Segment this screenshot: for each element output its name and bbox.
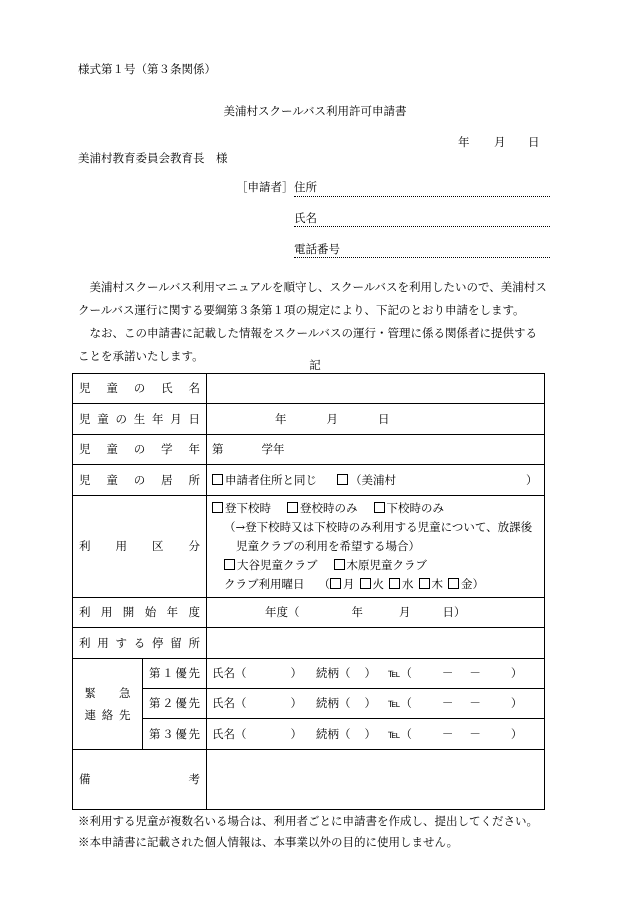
em-paren: ） bbox=[510, 696, 523, 711]
table-row bbox=[73, 719, 545, 750]
em-tel-label: ℡（ bbox=[388, 696, 412, 711]
application-table bbox=[72, 373, 545, 810]
residence-other-text: （美浦村 bbox=[350, 472, 396, 487]
day-fri-text: 金 bbox=[461, 577, 473, 591]
birth-year: 年 bbox=[275, 411, 287, 426]
day-wed-text: 水 bbox=[402, 577, 414, 591]
ki-heading: 記 bbox=[309, 358, 321, 372]
usage-morning-checkbox[interactable] bbox=[287, 502, 298, 513]
em-dash: － bbox=[441, 696, 454, 711]
club-kihara-checkbox[interactable] bbox=[334, 559, 345, 570]
em-paren: ） bbox=[364, 726, 376, 741]
emergency-label-2: 連絡先 bbox=[84, 708, 131, 722]
child-birth-label: 児童の生年月日 bbox=[73, 404, 207, 435]
em-paren: ） bbox=[364, 696, 376, 711]
usage-both-text: 登下校時 bbox=[225, 501, 271, 515]
table-row bbox=[73, 750, 545, 810]
table-row bbox=[73, 496, 545, 598]
start-year-m: 月 bbox=[399, 605, 411, 620]
em-dash: － bbox=[469, 726, 481, 741]
em-paren: ） bbox=[290, 666, 302, 681]
day-fri-checkbox[interactable] bbox=[448, 578, 459, 589]
table-row bbox=[73, 435, 545, 465]
em-paren: ） bbox=[290, 726, 302, 741]
table-row bbox=[73, 374, 545, 404]
grade-prefix: 第 bbox=[212, 442, 224, 457]
date-month: 月 bbox=[494, 135, 506, 149]
child-name-field[interactable] bbox=[207, 374, 545, 404]
club-days-close: ） bbox=[472, 577, 484, 591]
em-dash: － bbox=[441, 726, 454, 741]
usage-note-2: 児童クラブの利用を希望する場合） bbox=[236, 539, 420, 553]
start-year-label: 利用開始年度 bbox=[73, 598, 207, 628]
body-paragraph-1: 美浦村スクールバス利用マニュアルを順守し、スクールバスを利用したいので、美浦村スクールバス運行に関する要綱第３条第１項の規定により、下記のとおり申請をします。 bbox=[78, 280, 547, 317]
residence-close: ） bbox=[526, 472, 538, 487]
table-row bbox=[73, 598, 545, 628]
club-days-open: （ bbox=[318, 577, 330, 591]
residence-other-checkbox[interactable] bbox=[337, 474, 348, 485]
table-row bbox=[73, 628, 545, 659]
em-dash: － bbox=[469, 666, 481, 681]
em-tel-label: ℡（ bbox=[388, 726, 412, 741]
em-paren: ） bbox=[364, 666, 376, 681]
em-dash: － bbox=[441, 666, 454, 681]
child-residence-label: 児童の居所 bbox=[73, 465, 207, 496]
day-wed-checkbox[interactable] bbox=[389, 578, 400, 589]
residence-same-checkbox[interactable] bbox=[212, 474, 223, 485]
page-title: 美浦村スクールバス利用許可申請書 bbox=[223, 104, 407, 118]
usage-both-checkbox[interactable] bbox=[212, 502, 223, 513]
start-year-text: 年度（ bbox=[265, 605, 300, 620]
club-days-label: クラブ利用曜日 bbox=[224, 577, 305, 591]
priority-2-label: 第２優先 bbox=[143, 689, 207, 719]
em-paren: ） bbox=[290, 696, 302, 711]
child-residence-field[interactable] bbox=[207, 465, 545, 496]
child-name-label: 児童の氏名 bbox=[73, 374, 207, 404]
table-row bbox=[73, 404, 545, 435]
day-mon-checkbox[interactable] bbox=[330, 578, 341, 589]
start-year-field[interactable] bbox=[207, 598, 545, 628]
address-field[interactable] bbox=[294, 196, 550, 197]
usage-afternoon-text: 下校時のみ bbox=[386, 501, 444, 515]
name-label: 氏名 bbox=[294, 211, 317, 225]
em-relation-label: 続柄（ bbox=[316, 666, 351, 681]
grade-suffix: 学年 bbox=[261, 442, 285, 457]
em-paren: ） bbox=[510, 666, 523, 681]
residence-same-text: 申請者住所と同じ bbox=[225, 472, 317, 487]
phone-label: 電話番号 bbox=[294, 242, 340, 256]
applicant-label: ［申請者］ bbox=[236, 180, 294, 194]
usage-note-1: （→登下校時又は下校時のみ利用する児童について、放課後 bbox=[224, 520, 533, 534]
emergency-label-1: 緊 急 bbox=[84, 686, 131, 700]
club-kihara-text: 木原児童クラブ bbox=[346, 558, 427, 572]
address-label: 住所 bbox=[294, 180, 317, 194]
usage-type-label: 利用区分 bbox=[73, 496, 207, 598]
priority-3-label: 第３優先 bbox=[143, 719, 207, 750]
em-name-label: 氏名（ bbox=[212, 696, 247, 711]
child-grade-field[interactable] bbox=[207, 435, 545, 465]
birth-day: 日 bbox=[378, 411, 390, 426]
name-field[interactable] bbox=[294, 226, 550, 227]
day-tue-checkbox[interactable] bbox=[360, 578, 371, 589]
club-ootani-text: 大谷児童クラブ bbox=[237, 558, 318, 572]
body-paragraph-2: なお、この申請書に記載した情報をスクールバスの運行・管理に係る関係者に提供することを承諾いたします。 bbox=[78, 326, 537, 363]
em-dash: － bbox=[469, 696, 481, 711]
em-relation-label: 続柄（ bbox=[316, 726, 351, 741]
table-row bbox=[73, 659, 545, 689]
date-year: 年 bbox=[458, 135, 470, 149]
table-row bbox=[73, 689, 545, 719]
form-number: 様式第１号（第３条関係） bbox=[78, 62, 216, 76]
child-birth-field[interactable] bbox=[207, 404, 545, 435]
em-tel-label: ℡（ bbox=[388, 666, 412, 681]
day-tue-text: 火 bbox=[372, 577, 384, 591]
day-thu-checkbox[interactable] bbox=[419, 578, 430, 589]
phone-field[interactable] bbox=[294, 257, 550, 258]
addressee: 美浦村教育委員会教育長 様 bbox=[78, 151, 228, 165]
child-grade-label: 児童の学年 bbox=[73, 435, 207, 465]
em-relation-label: 続柄（ bbox=[316, 696, 351, 711]
stop-field[interactable] bbox=[207, 628, 545, 659]
em-paren: ） bbox=[510, 726, 523, 741]
club-ootani-checkbox[interactable] bbox=[224, 559, 235, 570]
table-row bbox=[73, 465, 545, 496]
emergency-2-field[interactable] bbox=[207, 689, 545, 719]
emergency-3-field[interactable] bbox=[207, 719, 545, 750]
emergency-1-field[interactable] bbox=[207, 659, 545, 689]
stop-label: 利用する停留所 bbox=[73, 628, 207, 659]
note-1: ※利用する児童が複数名いる場合は、利用者ごとに申請書を作成し、提出してください。 bbox=[78, 814, 538, 828]
note-2: ※本申請書に記載された個人情報は、本事業以外の目的に使用しません。 bbox=[78, 835, 459, 849]
usage-afternoon-checkbox[interactable] bbox=[374, 502, 385, 513]
start-year-d: 日） bbox=[442, 605, 466, 620]
emergency-label bbox=[73, 659, 143, 750]
em-name-label: 氏名（ bbox=[212, 666, 247, 681]
day-mon-text: 月 bbox=[343, 577, 355, 591]
day-thu-text: 木 bbox=[431, 577, 443, 591]
remarks-field[interactable] bbox=[207, 750, 545, 810]
date-day: 日 bbox=[528, 135, 540, 149]
usage-type-field bbox=[207, 496, 545, 598]
remarks-label: 備考 bbox=[73, 750, 207, 810]
birth-month: 月 bbox=[326, 411, 338, 426]
usage-morning-text: 登校時のみ bbox=[300, 501, 358, 515]
priority-1-label: 第１優先 bbox=[143, 659, 207, 689]
em-name-label: 氏名（ bbox=[212, 726, 247, 741]
start-year-y: 年 bbox=[351, 605, 363, 620]
